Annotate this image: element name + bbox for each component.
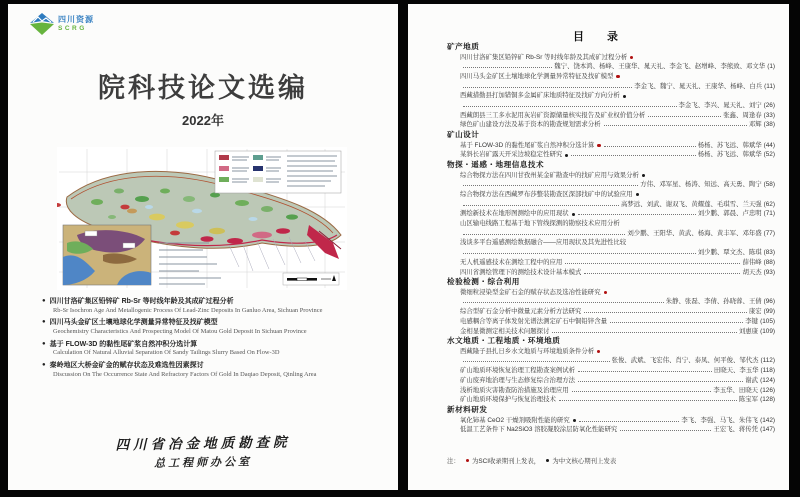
toc-entry-title: 无人机遥感技术在测绘工程中的应用 — [460, 258, 563, 266]
toc-entry-title-line — [447, 347, 775, 357]
map-legend — [215, 151, 341, 193]
toc-entry-title-line — [447, 190, 775, 200]
core-journal-marker-icon — [616, 75, 619, 78]
toc-entry — [447, 111, 775, 121]
dotted-leader — [584, 273, 740, 274]
dotted-leader — [648, 116, 721, 117]
paper-title-en: Geochemistry Characteristics And Prospecting Model Of Matou Gold Deposit In Sichuan Province — [53, 328, 307, 336]
institution-calligraphy — [8, 432, 398, 470]
toc-entry-page: (62) — [763, 200, 775, 208]
core-journal-marker-icon — [604, 291, 607, 294]
featured-papers-list — [42, 297, 372, 382]
toc-entry-title-line — [447, 91, 775, 101]
toc-entry-title-line — [447, 238, 775, 248]
paper-title-zh — [42, 318, 372, 327]
toc-entry — [447, 317, 775, 327]
dotted-leader — [571, 155, 695, 156]
dotted-leader — [463, 205, 619, 206]
toc-entry-title: 西藏隆子县扎日乡水文地质与环境地质条件分析 — [460, 347, 595, 355]
institution-name: 四川省冶金地质勘查院 — [115, 434, 291, 454]
toc-entry-authors: 高梦远、刘武、谢双飞、黄耀莲、毛琪雪、兰天强 — [621, 200, 762, 208]
toc-entry — [447, 209, 775, 219]
toc-entry-authors: 刘少鹏、覃文杰、陈琪 — [697, 249, 762, 257]
dotted-leader — [463, 67, 552, 68]
toc-entry-page: (1) — [767, 63, 775, 71]
toc-entry — [447, 386, 775, 396]
toc-entry-title: 山区输电线路工程基于地下管线探测的勘察技术应用分析 — [460, 220, 620, 228]
toc-entry-title-line — [447, 53, 775, 63]
featured-paper — [42, 340, 372, 358]
toc-entry-title: 氧化铈基 CeO2 干燥剂吸附性能的研究 — [460, 416, 570, 424]
toc-entry-title: 矿山废弃地治理与生态修复综合治理方法 — [460, 376, 576, 384]
core-journal-marker-icon — [597, 350, 600, 353]
toc-entry-authors-line — [447, 180, 775, 190]
toc-entry — [447, 150, 775, 160]
toc-entry — [447, 416, 775, 426]
toc-entry-authors: 李玉华、田晓天 — [713, 386, 759, 394]
toc-entry-title: 综合型矿石金分析中微量元素分析方法研究 — [460, 308, 582, 316]
dotted-leader — [463, 87, 632, 88]
toc-section-heading: 水文地质・工程地质・环境地质 — [447, 336, 561, 346]
toc-entry-page: (126) — [760, 386, 775, 394]
toc-entry-authors: 朱静、张磊、李倩、孙晓蓉、王倩 — [665, 298, 762, 306]
paper-title-en: Discussion On The Occurrence State And Refractory Factors Of Gold In Daqiao Deposit, Qinling Area — [53, 370, 317, 378]
dotted-leader — [604, 125, 747, 126]
toc-entry-authors-line — [447, 200, 775, 210]
office-name: 总工程师办公室 — [153, 455, 253, 470]
toc-entry-authors-line — [447, 248, 775, 258]
toc-entry-title: 四川省测绘管理下的测绘技术设计基本模式 — [460, 268, 582, 276]
dotted-leader — [463, 106, 677, 107]
toc-entry-page: (77) — [763, 229, 775, 237]
paper-title-zh — [42, 340, 372, 349]
toc-entry-authors: 魏宁、饶本鸿、杨峰、王康华、晁天礼、李金飞、赵增峰、李熊致、邓文华 — [554, 63, 766, 71]
dotted-leader — [463, 302, 664, 303]
toc-body — [447, 42, 775, 435]
toc-entry — [447, 258, 775, 268]
bullet-icon: ● — [42, 319, 46, 326]
toc-entry-title: 四川甘洛矿集区铅锌矿 Rb-Sr 等时线年龄及其成矿过程分析 — [460, 53, 628, 61]
toc-entry-page: (142) — [760, 416, 775, 424]
toc-entry-authors: 刘惠康 — [738, 327, 759, 335]
journal-marker-icon — [572, 213, 575, 216]
toc-entry-title: 矿山地质环境恢复治理工程勘查案例试析 — [460, 367, 576, 375]
toc-entry-authors: 刘少鹏、郭晨、卢忠明 — [697, 210, 762, 218]
toc-entry-page: (109) — [760, 327, 775, 335]
toc-entry-title: 金相显微测定相关技术问题探讨 — [460, 327, 550, 335]
core-journal-marker-icon — [630, 56, 633, 59]
toc-entry-title-line — [447, 288, 775, 298]
toc-entry-authors: 张鑫、周逢春 — [723, 111, 762, 119]
toc-entry-authors: 谢武 — [745, 376, 759, 384]
toc-entry-title: 四川马头金矿区土壤地球化学测量异常特征及找矿模型 — [460, 72, 614, 80]
toc-entry-page: (147) — [760, 426, 775, 434]
cover-title: 院科技论文选编 — [98, 73, 308, 103]
toc-entry-page: (118) — [760, 367, 775, 375]
toc-entry-title-line — [447, 171, 775, 181]
toc-entry-page: (99) — [763, 308, 775, 316]
dotted-leader — [578, 371, 712, 372]
toc-entry-authors-line — [447, 356, 775, 366]
dotted-leader — [578, 214, 696, 215]
logo-diamond-icon — [30, 13, 54, 35]
dotted-leader — [579, 421, 679, 422]
paper-title-text: 秦岭地区大桥金矿金的赋存状态及难选性因素探讨 — [49, 361, 204, 369]
logo-abbr: SCRG — [58, 24, 87, 32]
dotted-leader — [572, 391, 712, 392]
toc-title: 目 录 — [573, 31, 624, 43]
toc-entry-title: 矿山地质环境保护与恢复治理技术 — [460, 396, 556, 404]
toc-entry-authors: 李金飞、魏宁、晁天礼、王康华、杨峰、白兵 — [634, 82, 763, 90]
toc-entry-page: (71) — [763, 210, 775, 218]
toc-page — [408, 4, 789, 490]
toc-entry-title: 浅析地质灾害勘查防治措施及治理应用 — [460, 386, 569, 394]
toc-entry-authors-line — [447, 101, 775, 111]
toc-entry-title-line — [447, 72, 775, 82]
dotted-leader — [552, 332, 736, 333]
toc-entry — [447, 307, 775, 317]
toc-entry-title: 综合物探方法在西藏罗布莎整装勘查区深部找矿中的试验应用 — [460, 190, 633, 198]
core-journal-marker-icon — [466, 459, 469, 462]
toc-entry-authors: 杨杨、苏飞远、韩斌华 — [697, 151, 762, 159]
toc-entry-title: 绿色矿山建设方法及基于资本的勘查规划需求分析 — [460, 121, 601, 129]
paper-title-text: 基于 FLOW-3D 的黏性尾矿浆自然冲积分选计算 — [49, 340, 198, 348]
journal-marker-icon — [623, 95, 626, 98]
toc-entry-authors: 方伟、邓军星、杨涛、知远、高天勇、陶宁 — [640, 181, 762, 189]
toc-entry-page: (112) — [760, 357, 775, 365]
bullet-icon: ● — [42, 340, 46, 347]
journal-marker-icon — [565, 154, 568, 157]
toc-entry-authors: 胡天杰 — [742, 268, 762, 276]
journal-marker-icon — [546, 459, 549, 462]
toc-entry-page: (124) — [760, 376, 775, 384]
geologic-map-figure — [57, 147, 347, 290]
toc-entry-page: (88) — [763, 258, 775, 266]
toc-entry-authors-line — [447, 297, 775, 307]
toc-entry — [447, 425, 775, 435]
paper-title-en: Calculation Of Natural Alluvial Separation Of Sandy Tailings Slurry Based On Flow-3D — [53, 349, 280, 357]
core-journal-marker-icon — [597, 144, 600, 147]
map-scalebar — [283, 273, 339, 285]
featured-paper — [42, 318, 372, 336]
toc-entry-authors-line — [447, 62, 775, 72]
toc-entry-authors: 李飞、李强、马飞、朱伟飞 — [681, 416, 759, 424]
toc-entry-authors: 邓辉 — [748, 121, 762, 129]
footnote-prefix: 注： — [447, 458, 460, 465]
bullet-icon: ● — [42, 361, 46, 368]
toc-entry — [447, 120, 775, 130]
toc-section-heading: 矿山设计 — [447, 130, 480, 140]
toc-entry-page: (83) — [763, 249, 775, 257]
dotted-leader — [463, 253, 696, 254]
toc-footnote — [447, 456, 616, 465]
bullet-icon: ● — [42, 298, 46, 304]
toc-entry-title: 综合物探方法在四川甘孜州某金矿勘查中的找矿应用与效果分析 — [460, 171, 639, 179]
toc-entry-title: 浅谈多平台遥感测绘数据融合——应用现状及其先进性比较 — [460, 239, 627, 247]
dotted-leader — [578, 381, 743, 382]
toc-entry-authors: 李键 — [745, 317, 759, 325]
dotted-leader — [610, 322, 743, 323]
paper-title-zh — [42, 297, 372, 306]
toc-entry — [447, 366, 775, 376]
dotted-leader — [559, 400, 737, 401]
toc-entry-authors-line — [447, 82, 775, 92]
toc-entry-authors: 康宏 — [748, 308, 762, 316]
toc-entry-page: (105) — [760, 317, 775, 325]
dotted-leader — [463, 185, 638, 186]
toc-entry — [447, 141, 775, 151]
dotted-leader — [604, 146, 696, 147]
toc-entry-authors: 杨杨、苏飞远、韩斌华 — [697, 141, 762, 149]
cover-page — [8, 4, 398, 490]
toc-entry-title: 基于 FLOW-3D 的黏性尾矿浆自然冲积分选计算 — [460, 141, 595, 149]
paper-title-en: Rb-Sr Isochron Age And Metallogenic Process Of Lead-Zinc Deposits In Ganluo Area, Sichuan Province — [53, 306, 323, 314]
dotted-leader — [463, 361, 610, 362]
toc-entry-page: (26) — [763, 102, 775, 110]
toc-entry-page: (44) — [763, 141, 775, 149]
paper-title-text: 四川马头金矿区土壤地球化学测量异常特征及找矿模型 — [49, 319, 218, 327]
toc-entry-authors: 田晓天、李玉华 — [713, 367, 759, 375]
dotted-leader — [463, 234, 625, 235]
toc-entry — [447, 395, 775, 405]
dotted-leader — [584, 312, 746, 313]
toc-entry — [447, 376, 775, 386]
toc-entry-title-line — [447, 219, 775, 229]
toc-entry-page: (11) — [764, 82, 775, 90]
dotted-leader — [620, 430, 711, 431]
toc-section-heading: 矿产地质 — [447, 42, 480, 51]
toc-entry-title: 西藏朗县三工多水泥用灰岩矿资源储量核实报告及矿业权价值分析 — [460, 111, 646, 119]
paper-title-zh — [42, 361, 372, 370]
journal-marker-icon — [573, 419, 576, 422]
toc-entry-authors-line — [447, 229, 775, 239]
toc-entry-authors: 刘少鹏、王阳华、黄武、杨海、黄丰军、邓年盛 — [627, 229, 762, 237]
dotted-leader — [565, 263, 740, 264]
journal-marker-icon — [636, 193, 639, 196]
toc-entry-title: 某斜长岩矿露天开采边坡稳定性研究 — [460, 151, 563, 159]
toc-section-heading: 物探・遥感・地理信息技术 — [447, 160, 545, 170]
map-inset — [63, 225, 151, 285]
footnote-text: 为中文核心期刊上发表 — [552, 458, 617, 465]
toc-entry-page: (93) — [763, 268, 775, 276]
footnote-text: 为SCI收录期刊上发表， — [471, 458, 541, 465]
toc-entry — [447, 327, 775, 337]
toc-entry-authors: 薛伟峰 — [742, 258, 762, 266]
toc-entry-title: 西藏措勤县打加错铜多金属矿床地质特征及找矿方向分析 — [460, 92, 620, 100]
toc-entry-page: (128) — [760, 396, 775, 404]
toc-entry-title: 测绘新技术在地形图测绘中的应用现状 — [460, 210, 569, 218]
geologic-map — [57, 147, 347, 290]
toc-entry-authors: 李金飞、李兴、晁天礼、刘宁 — [678, 102, 762, 110]
toc-entry-page: (38) — [763, 121, 775, 129]
toc-section-heading: 新材料研发 — [447, 405, 488, 414]
toc-section-heading: 检验检测・综合利用 — [447, 277, 520, 287]
toc-entry-title: 低温工艺条件下 Na2SiO3 溶胶凝胶涂层防氧化性能研究 — [460, 426, 618, 434]
logo-name: 四川资源 — [58, 15, 94, 24]
toc-entry-page: (96) — [763, 298, 775, 306]
journal-marker-icon — [642, 174, 645, 177]
toc-entry-authors: 王宏飞、蒋传凭 — [713, 426, 759, 434]
toc-entry-page: (52) — [763, 151, 775, 159]
paper-title-text: 四川甘洛矿集区铅锌矿 Rb-Sr 等时线年龄及其成矿过程分析 — [49, 298, 234, 305]
toc-entry-authors: 张俊、武斌、飞宏伟、肖宁、泰凤、何平俊、邹代杰 — [611, 357, 759, 365]
cover-year: 2022年 — [182, 113, 224, 128]
toc-entry — [447, 268, 775, 278]
toc-entry-page: (58) — [763, 181, 775, 189]
toc-entry-authors: 陈宝军 — [738, 396, 759, 404]
toc-entry-title: 微细粒浸染型金矿石金的赋存状态及选冶性能研究 — [460, 288, 601, 296]
toc-entry-page: (33) — [763, 111, 775, 119]
featured-paper — [42, 297, 372, 315]
logo — [30, 13, 94, 35]
featured-paper — [42, 361, 372, 379]
toc-entry-title: 电感耦合等离子体发射光谱法测定矿石中铜铅锌含量 — [460, 317, 607, 325]
